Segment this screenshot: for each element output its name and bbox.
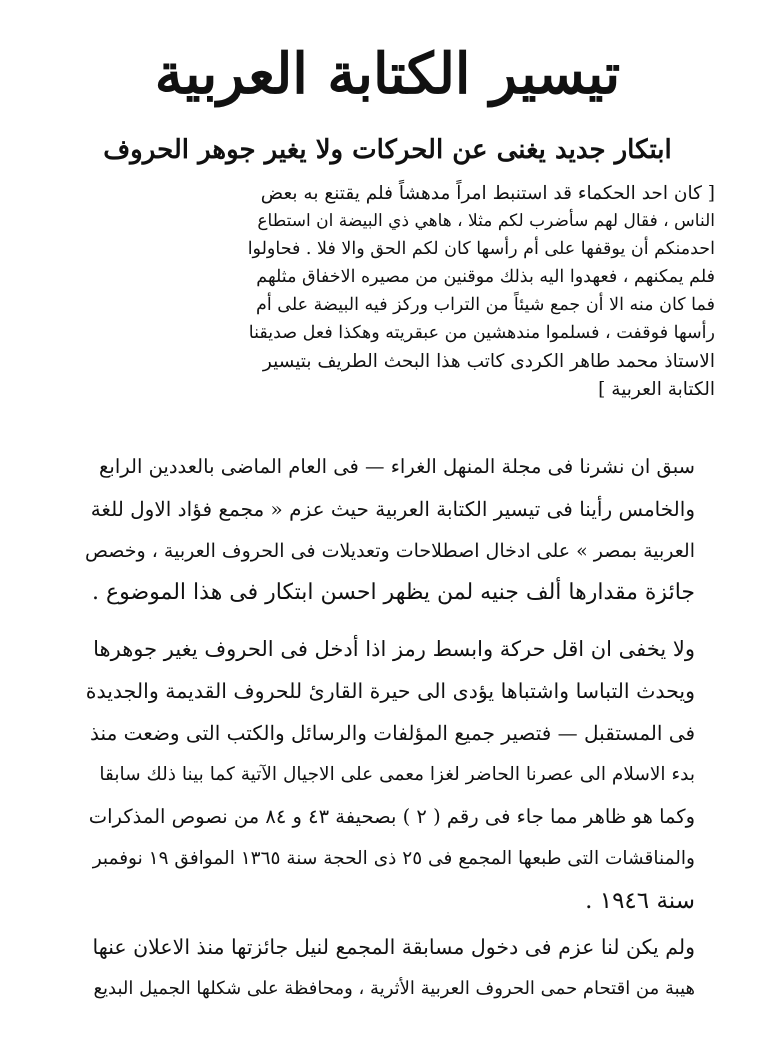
paragraph-line: والخامس رأينا فى تيسير الكتابة العربية حيث عزم « مجمع فؤاد الاول للغة xyxy=(90,497,695,521)
paragraph-line: فى المستقبل — فتصير جميع المؤلفات والرسائل والكتب التى وضعت منذ xyxy=(90,721,695,745)
quote-line: احدمنكم أن يوقفها على أم رأسها كان لكم الحق والا فلا . فحاولوا xyxy=(247,239,715,259)
quote-line: فما كان منه الا أن جمع شيئاً من التراب وركز فيه البيضة على أم xyxy=(256,295,715,315)
article-subtitle: ابتكار جديد يغنى عن الحركات ولا يغير جوهر الحروف xyxy=(103,135,672,165)
paragraph-line: ويحدث التباسا واشتباها يؤدى الى حيرة القارئ للحروف القديمة والجديدة xyxy=(85,679,695,703)
paragraph-1 xyxy=(85,450,695,620)
paragraph-line: ولا يخفى ان اقل حركة وابسط رمز اذا أدخل فى الحروف يغير جوهرها xyxy=(93,637,695,661)
quote-block xyxy=(245,180,715,430)
quote-line: الاستاذ محمد طاهر الكردى كاتب هذا البحث الطريف بتيسير xyxy=(262,351,715,372)
paragraph-line: هيبة من اقتحام حمى الحروف العربية الأثرية ، ومحافظة على شكلها الجميل البديع xyxy=(93,978,695,999)
paragraph-line: العربية بمصر » على ادخال اصطلاحات وتعديلات فى الحروف العربية ، وخصص xyxy=(85,540,695,562)
quote-line: [ كان احد الحكماء قد استنبط امراً مدهشاً فلم يقتنع به بعض xyxy=(260,183,715,204)
paragraph-line: ولم يكن لنا عزم فى دخول مسابقة المجمع لنيل جائزتها منذ الاعلان عنها xyxy=(92,935,695,959)
paragraph-line: وكما هو ظاهر مما جاء فى رقم ( ٢ ) بصحيفة ٤٣ و ٨٤ من نصوص المذكرات xyxy=(88,805,695,828)
paragraph-line: والمناقشات التى طبعها المجمع فى ٢٥ ذى الحجة سنة ١٣٦٥ الموافق ١٩ نوفمبر xyxy=(92,848,695,869)
paragraph-3 xyxy=(85,930,695,1020)
quote-line: الناس ، فقال لهم سأضرب لكم مثلا ، هاهي ذي البيضة ان استطاع xyxy=(257,211,715,231)
paragraph-line: بدء الاسلام الى عصرنا الحاضر لغزا معمى على الاجيال الآتية كما بينا ذلك سابقا xyxy=(99,764,695,785)
paragraph-line: سنة ١٩٤٦ . xyxy=(585,888,695,914)
quote-line: فلم يمكنهم ، فعهدوا اليه بذلك موقنين من مصيره الاخفاق مثلهم xyxy=(256,267,715,287)
quote-line: الكتابة العربية ] xyxy=(598,379,715,400)
paragraph-line: جائزة مقدارها ألف جنيه لمن يظهر احسن ابتكار فى هذا الموضوع . xyxy=(91,580,695,605)
article-title: تيسير الكتابة العربية xyxy=(154,41,621,107)
quote-line: رأسها فوقفت ، فسلموا مندهشين من عبقريته وهكذا فعل صديقنا xyxy=(248,323,715,343)
paragraph-2 xyxy=(85,632,695,922)
paragraph-line: سبق ان نشرنا فى مجلة المنهل الغراء — فى العام الماضى بالعددين الرابع xyxy=(99,455,695,478)
